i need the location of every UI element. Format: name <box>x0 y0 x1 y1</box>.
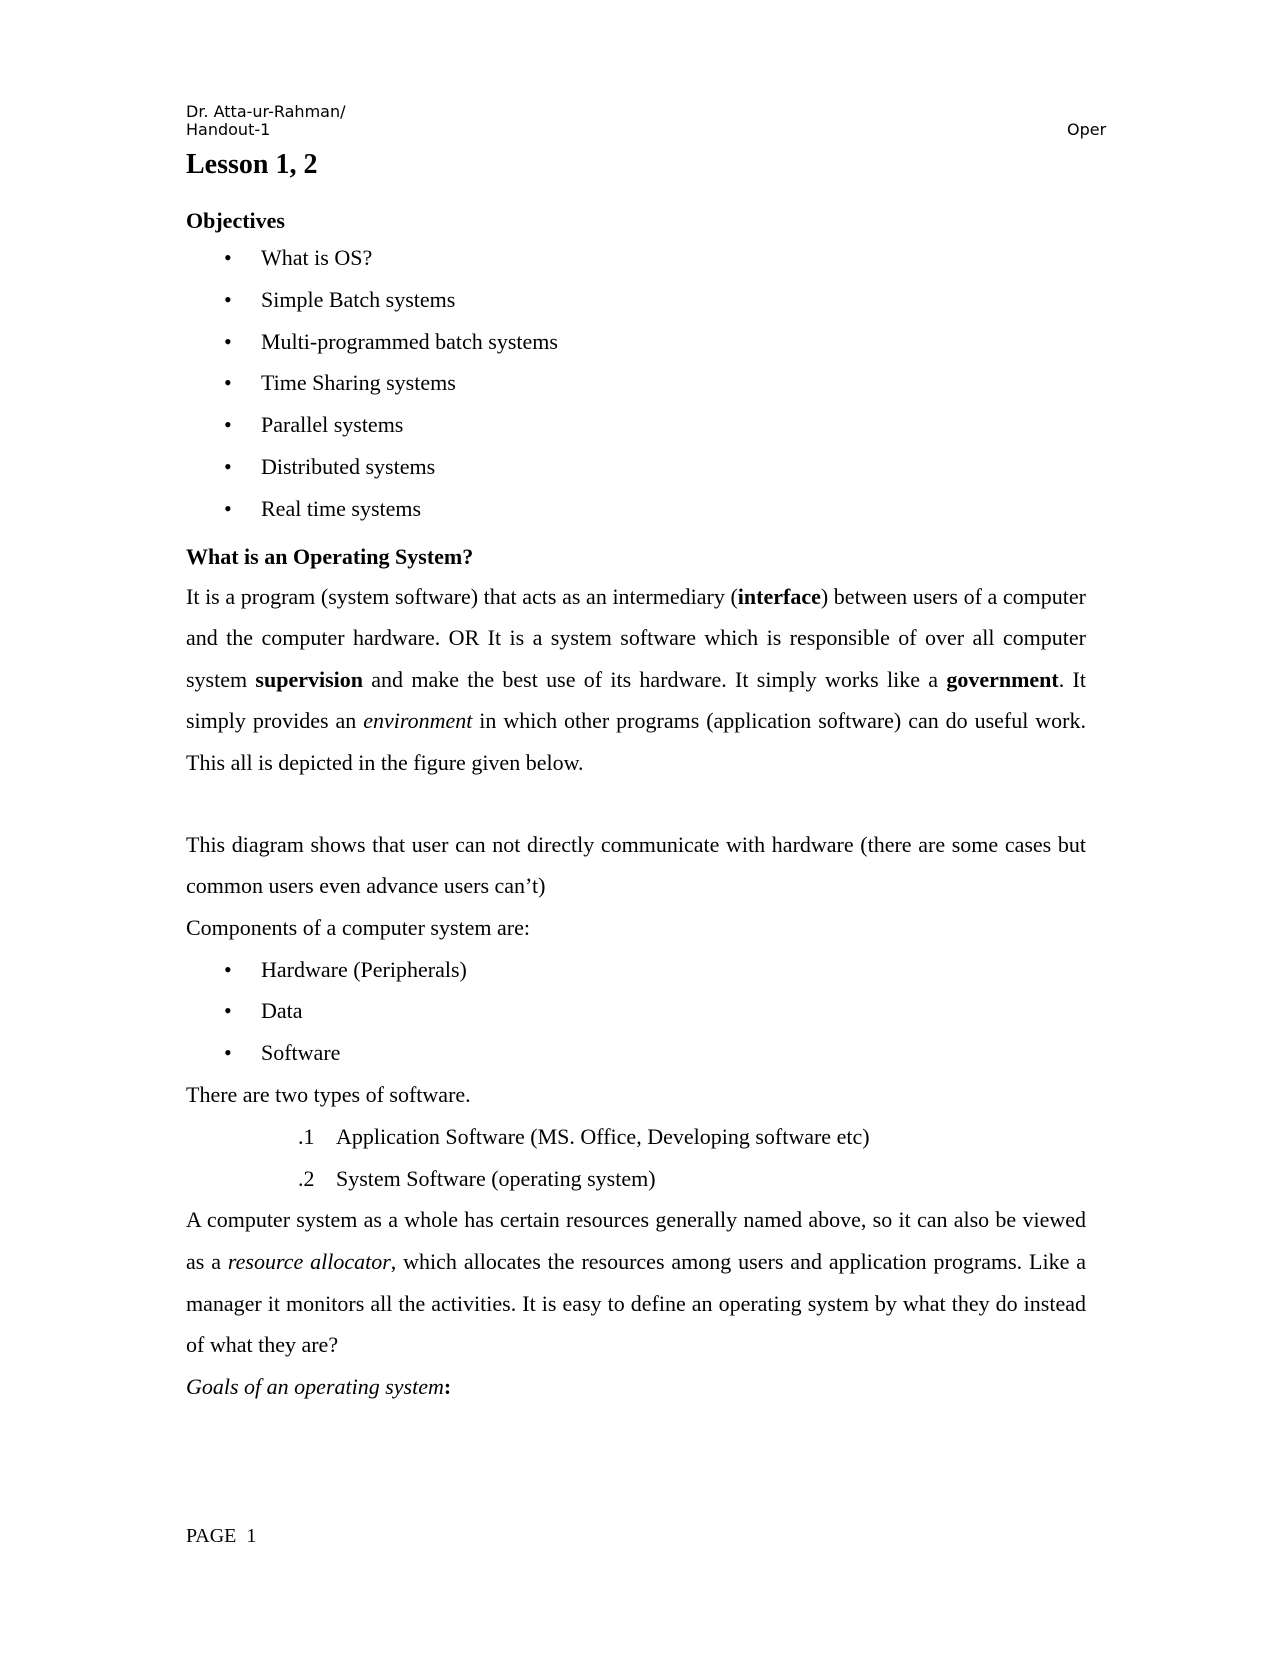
footer-page-number: 1 <box>246 1525 257 1547</box>
bullet-icon: • <box>224 1040 232 1066</box>
list-number: .2 <box>298 1165 315 1191</box>
list-item: • Multi-programmed batch systems <box>186 321 1086 363</box>
term-environment: environment <box>363 708 473 734</box>
components-list <box>186 949 1086 1074</box>
software-types-intro: There are two types of software. <box>186 1081 471 1107</box>
objectives-heading: Objectives <box>186 208 285 233</box>
list-item: • Simple Batch systems <box>186 279 1086 321</box>
list-item: • Hardware (Peripherals) <box>186 949 1086 991</box>
bullet-icon: • <box>224 412 232 438</box>
os-definition-heading: What is an Operating System? <box>186 543 474 569</box>
footer-page-label: PAGE <box>186 1525 237 1547</box>
term-resource-allocator: resource allocator <box>227 1248 391 1274</box>
bullet-icon: • <box>224 328 232 354</box>
bullet-icon: • <box>224 998 232 1024</box>
header-right-text: Oper <box>1067 120 1107 139</box>
list-item: • Software <box>186 1032 1086 1074</box>
figure-placeholder <box>186 784 1086 824</box>
term-interface: interface <box>737 583 821 609</box>
list-item: .2 System Software (operating system) <box>186 1158 1086 1200</box>
list-item: .1 Application Software (MS. Office, Developing software etc) <box>186 1116 1086 1158</box>
document-body <box>186 145 1086 1407</box>
header-handout: Handout-1 <box>186 120 271 139</box>
diagram-explanation-paragraph: This diagram shows that user can not directly communicate with hardware (there are some cases but common users even advance users can’t) <box>186 831 1086 899</box>
lesson-title: Lesson 1, 2 <box>186 149 318 180</box>
bullet-icon: • <box>224 495 232 521</box>
software-types-list <box>186 1116 1086 1200</box>
header-author: Dr. Atta-ur-Rahman/ <box>186 102 346 121</box>
bullet-icon: • <box>224 453 232 479</box>
resource-allocator-paragraph: A computer system as a whole has certain resources generally named above, so it can also be viewed as a resource allocator, which allocates the resources among users and application programs. Like a manager it monitors all the activities. It is easy to define an operating system by what they do instead of what they are? <box>186 1207 1087 1358</box>
bullet-icon: • <box>224 286 232 312</box>
list-item: • Parallel systems <box>186 404 1086 446</box>
bullet-icon: • <box>224 245 232 270</box>
os-definition-paragraph: It is a program (system software) that acts as an intermediary (interface) between users of a computer and the computer hardware. OR It is a system software which is responsible of over all computer system supervision and make the best use of its hardware. It simply works like a government. It simply provides an environment in which other programs (application software) can do useful work. This all is depicted in the figure given below. <box>186 583 1086 775</box>
goals-heading: Goals of an operating system: <box>186 1373 452 1399</box>
list-item: • Data <box>186 990 1086 1032</box>
components-intro: Components of a computer system are: <box>186 914 530 940</box>
page-footer <box>186 1524 256 1548</box>
list-item: • What is OS? <box>186 237 1086 279</box>
list-number: .1 <box>298 1123 315 1149</box>
list-item: • Real time systems <box>186 488 1086 530</box>
objectives-list <box>186 237 1086 530</box>
list-item: • Time Sharing systems <box>186 362 1086 404</box>
term-supervision: supervision <box>255 666 363 692</box>
term-government: government <box>946 666 1059 692</box>
bullet-icon: • <box>224 370 232 396</box>
page-header-left <box>186 103 346 139</box>
list-item: • Distributed systems <box>186 446 1086 488</box>
bullet-icon: • <box>224 956 232 982</box>
